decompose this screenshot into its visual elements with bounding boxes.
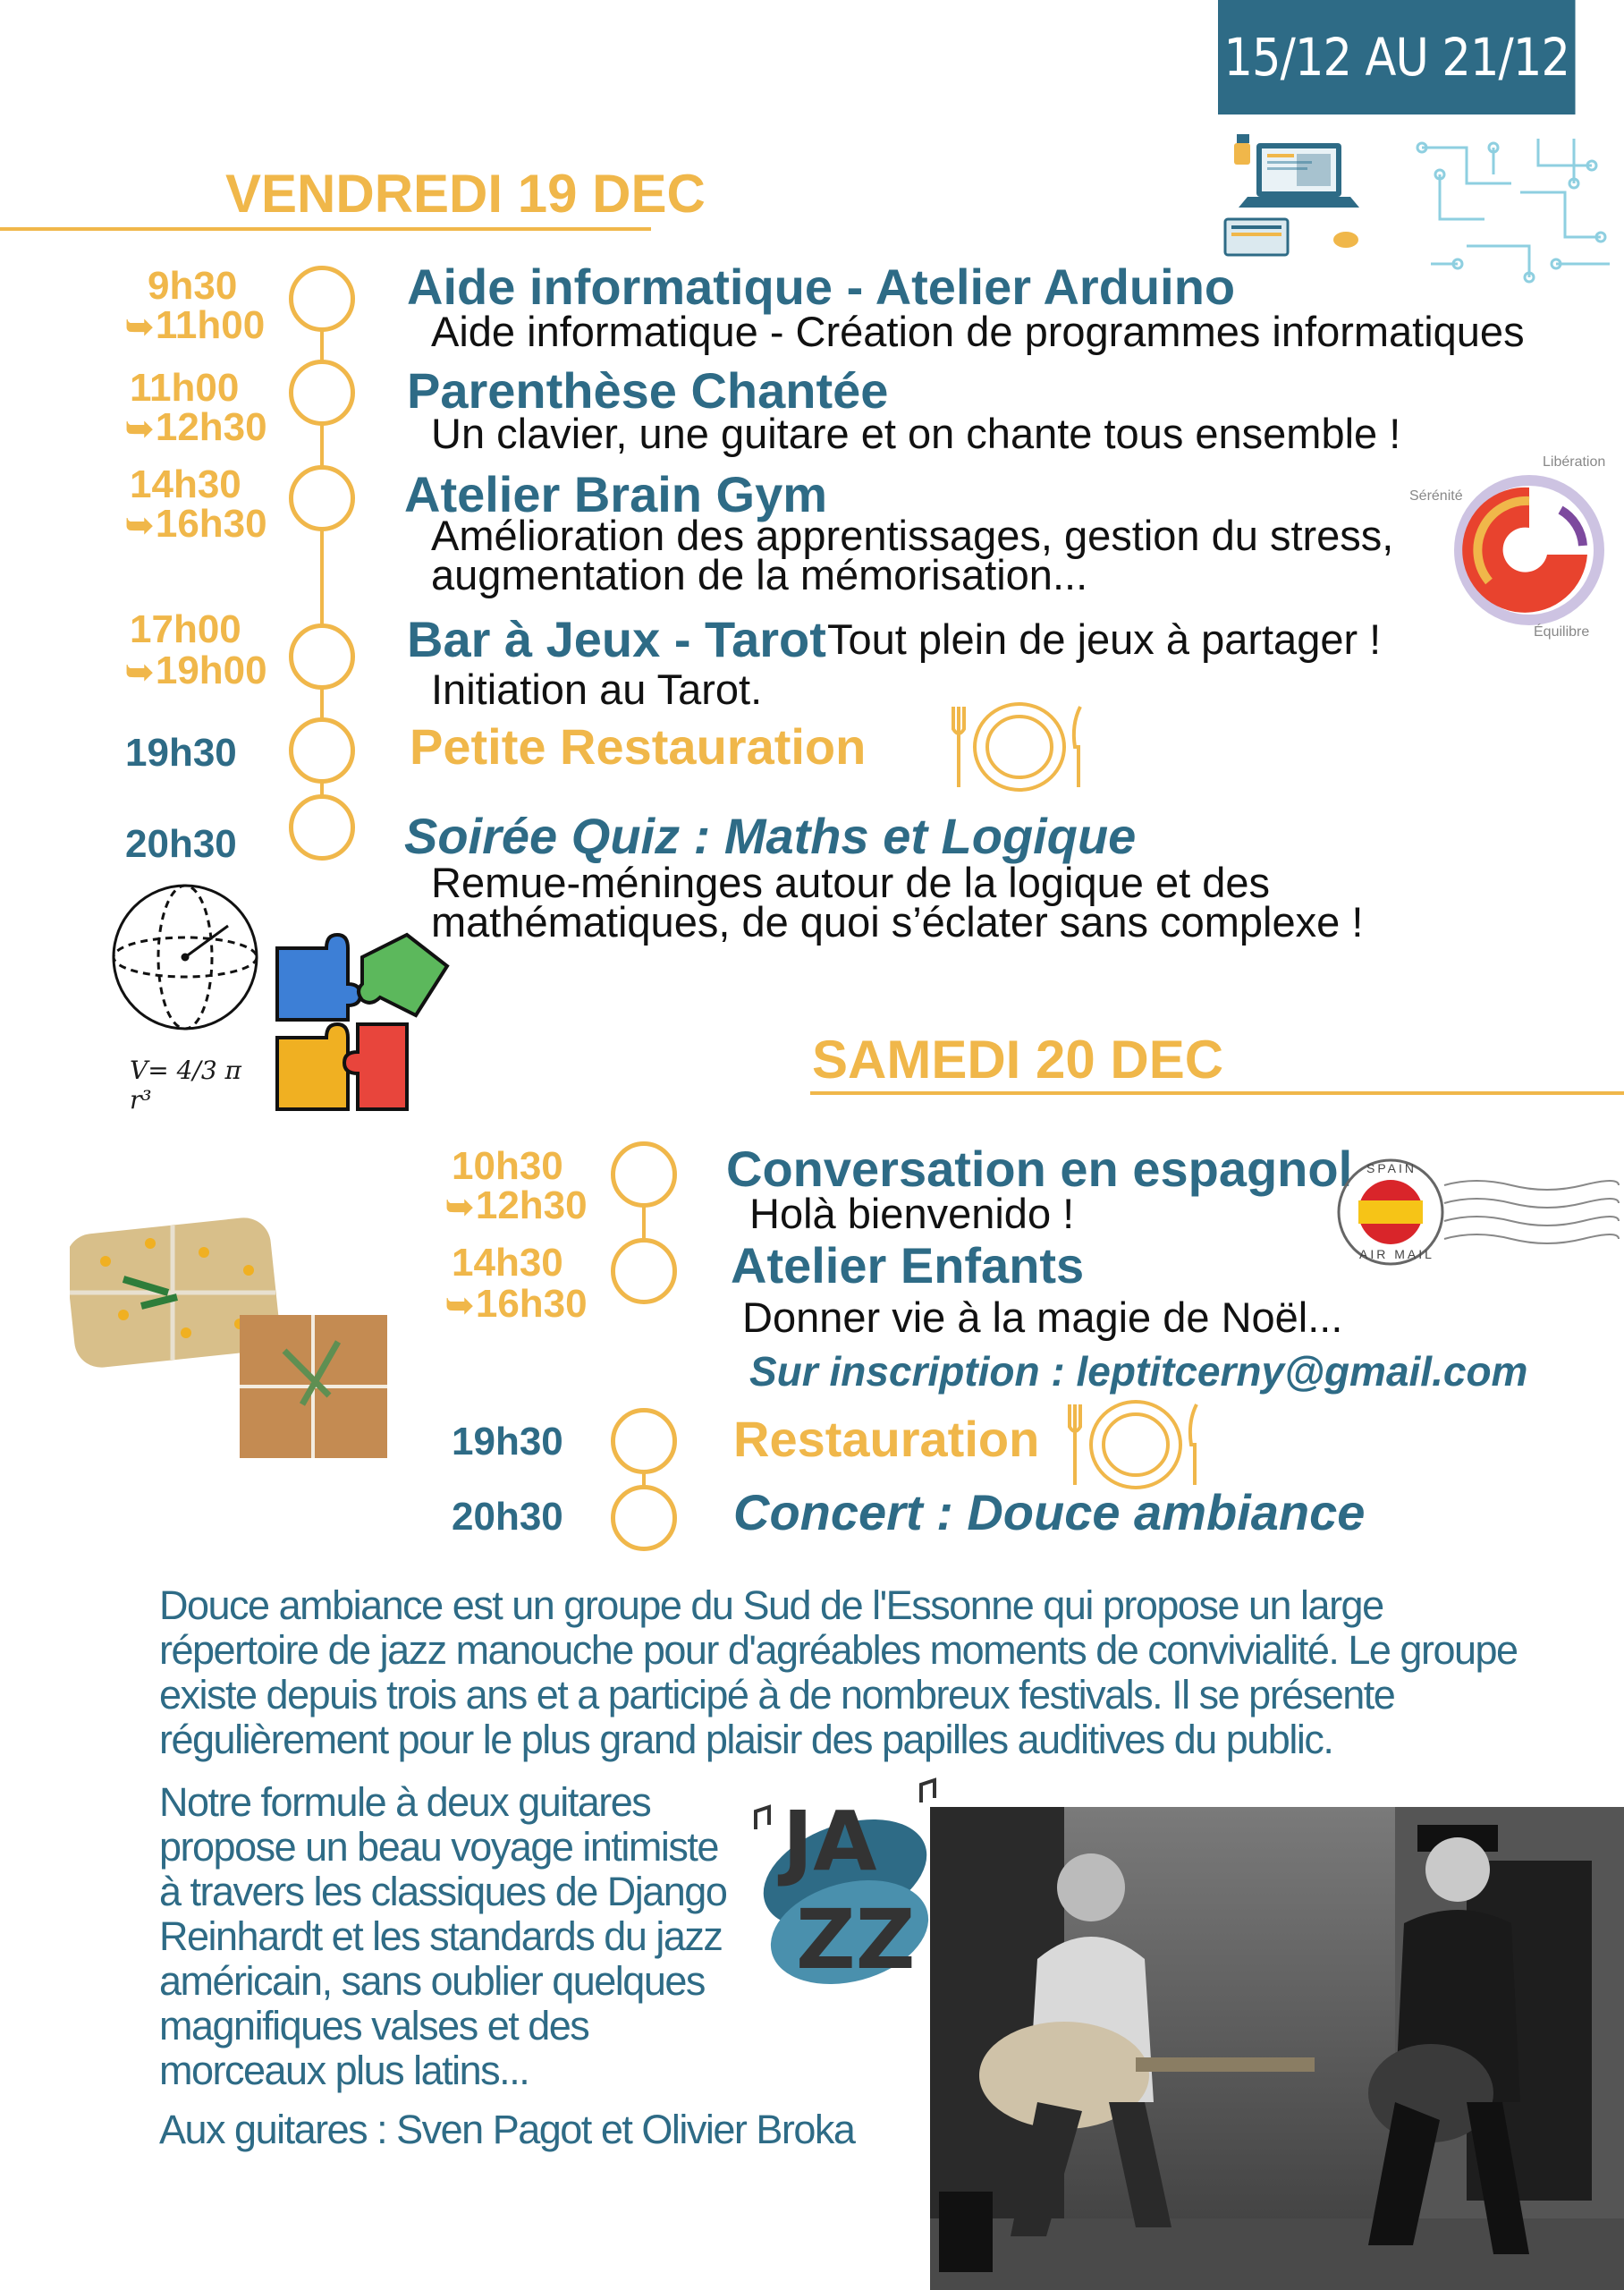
jazz-logo	[747, 1776, 952, 2008]
logo-text: Sérénité	[1409, 488, 1463, 504]
arrow-icon: ➥	[125, 654, 154, 691]
plate-cutlery-icon	[948, 698, 1091, 796]
event-description: Initiation au Tarot.	[431, 666, 763, 713]
timeline-circle	[611, 1485, 677, 1551]
timeline-circle	[611, 1408, 677, 1474]
event-inline-description: Tout plein de jeux à partager !	[827, 615, 1382, 663]
paragraph-line: Reinhardt et les standards du jazz	[159, 1913, 723, 1959]
date-range-banner: 15/12 AU 21/12	[1218, 0, 1576, 114]
musicians-credit: Aux guitares : Sven Pagot et Olivier Broka	[159, 2107, 855, 2152]
sphere-drawing	[103, 881, 268, 1115]
paragraph-line: propose un beau voyage intimiste	[159, 1824, 718, 1870]
timeline-circle	[289, 623, 355, 690]
friday-title: VENDREDI 19 DEC	[225, 164, 706, 224]
event-end-time: ➥19h00	[125, 649, 267, 692]
event-title: Aide informatique - Atelier Arduino	[407, 259, 1236, 315]
timeline-circle	[611, 1141, 677, 1208]
event-title: Concert : Douce ambiance	[733, 1484, 1366, 1540]
paragraph-line: existe depuis trois ans et a participé à de nombreux festivals. Il se présente	[159, 1672, 1395, 1718]
concert-description	[159, 1583, 1608, 1762]
event-start-time: 10h30	[452, 1144, 563, 1188]
saturday-rule	[810, 1091, 1624, 1095]
event-description: Aide informatique - Création de programmes informatiques	[431, 308, 1525, 355]
event-title: Atelier Brain Gym	[404, 466, 828, 522]
event-end-time: ➥16h30	[125, 502, 267, 546]
event-title: Atelier Enfants	[731, 1237, 1085, 1293]
arrow-icon: ➥	[125, 507, 154, 545]
computer-illustration	[1212, 134, 1382, 259]
event-description: augmentation de la mémorisation...	[431, 551, 1088, 598]
event-description: mathématiques, de quoi s’éclater sans complexe !	[431, 898, 1364, 946]
spain-airmail-stamp	[1332, 1154, 1624, 1270]
svg-text:ZZ: ZZ	[796, 1892, 916, 1988]
event-start-time: 14h30	[130, 462, 241, 506]
event-title: Bar à Jeux - Tarot	[407, 611, 826, 667]
paragraph-line: américain, sans oublier quelques	[159, 1958, 705, 2004]
event-end-time: ➥12h30	[445, 1183, 588, 1227]
event-start-time: 17h00	[130, 607, 241, 651]
event-start-time: 19h30	[125, 731, 237, 775]
event-description: Un clavier, une guitare et on chante tous ensemble !	[431, 410, 1401, 457]
event-end-time: ➥12h30	[125, 405, 267, 449]
registration-note: Sur inscription : leptitcerny@gmail.com	[749, 1348, 1528, 1395]
event-start-time: 9h30	[148, 264, 238, 308]
sphere-formula: V= 4/3 π r³	[130, 1056, 241, 1115]
event-title: Parenthèse Chantée	[407, 362, 889, 419]
brain-gym-logo	[1404, 447, 1624, 644]
logo-text: Équilibre	[1534, 624, 1590, 640]
friday-rule	[0, 227, 651, 231]
puzzle-illustration	[273, 930, 452, 1118]
paragraph-line: à travers les classiques de Django	[159, 1869, 727, 1914]
paragraph-line: régulièrement pour le plus grand plaisir des papilles auditives du public.	[159, 1717, 1333, 1762]
arrow-icon: ➥	[445, 1287, 474, 1325]
event-start-time: 20h30	[452, 1495, 563, 1539]
event-description: Amélioration des apprentissages, gestion du stress,	[431, 512, 1394, 559]
logo-text: Libération	[1543, 454, 1606, 470]
event-start-time: 19h30	[452, 1420, 563, 1463]
timeline-circle	[289, 717, 355, 784]
event-start-time: 20h30	[125, 822, 237, 866]
arrow-icon: ➥	[125, 309, 154, 346]
svg-text:JA: JA	[782, 1794, 877, 1889]
paragraph-line: Notre formule à deux guitares	[159, 1779, 651, 1825]
gift-boxes-illustration	[70, 1208, 401, 1463]
event-end-time: ➥16h30	[445, 1282, 588, 1326]
timeline-circle	[611, 1238, 677, 1304]
paragraph-line: morceaux plus latins...	[159, 2048, 529, 2093]
event-start-time: 11h00	[130, 366, 240, 410]
paragraph-line: Douce ambiance est un groupe du Sud de l'Essonne qui propose un large	[159, 1582, 1383, 1628]
timeline-circle	[289, 266, 355, 332]
event-end-time: ➥11h00	[125, 303, 266, 347]
event-title: Soirée Quiz : Maths et Logique	[404, 808, 1137, 864]
timeline-circle	[289, 794, 355, 861]
stamp-text: AIR MAIL	[1359, 1247, 1434, 1261]
stamp-text: SPAIN	[1366, 1161, 1417, 1175]
band-description	[159, 1780, 749, 2093]
event-description: Holà bienvenido !	[749, 1190, 1075, 1237]
paragraph-line: répertoire de jazz manouche pour d'agréables moments de convivialité. Le groupe	[159, 1627, 1518, 1673]
saturday-title: SAMEDI 20 DEC	[812, 1030, 1224, 1090]
timeline-circle	[289, 360, 355, 426]
arrow-icon: ➥	[125, 411, 154, 448]
arrow-icon: ➥	[445, 1189, 474, 1226]
event-title: Restauration	[733, 1411, 1040, 1467]
plate-cutlery-icon	[1064, 1395, 1207, 1494]
circuit-illustration	[1413, 130, 1619, 286]
timeline-circle	[289, 465, 355, 531]
event-description: Donner vie à la magie de Noël...	[742, 1293, 1343, 1341]
concert-photo	[930, 1807, 1624, 2290]
event-title: Petite Restauration	[410, 718, 867, 775]
event-title: Conversation en espagnol	[726, 1141, 1353, 1197]
event-description: Remue-méninges autour de la logique et des	[431, 859, 1270, 906]
paragraph-line: magnifiques valses et des	[159, 2003, 589, 2048]
event-start-time: 14h30	[452, 1241, 563, 1285]
